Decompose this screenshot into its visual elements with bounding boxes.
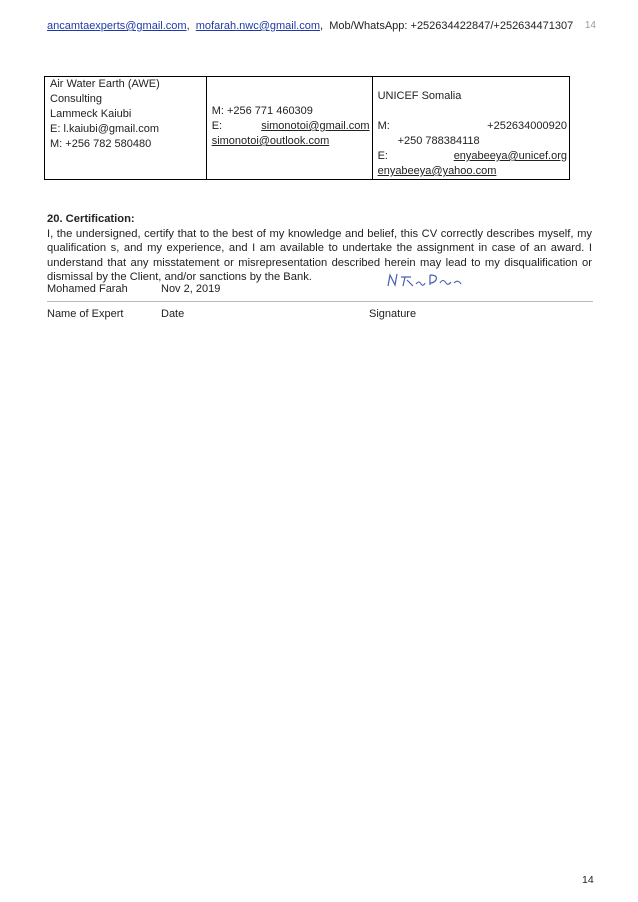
email-link-simon-gmail[interactable]: simonotoi@gmail.com — [261, 120, 370, 132]
email-link-mofarah[interactable]: mofarah.nwc@gmail.com — [195, 20, 321, 32]
label-date: Date — [161, 308, 185, 320]
reference-mobile: +252634000920 — [487, 120, 567, 132]
reference-cell-awe — [45, 77, 207, 180]
certification-text: I, the undersigned, certify that to the best of my knowledge and belief, this CV correctly describes myself, my qualification s, and my experience, and I am available to undertake the assignment in case of an award. I understand that any misstatement or misrepresentation described herein may lead to my disqualification or dismissal by the Client, and/or sanctions by the Bank. — [47, 227, 592, 283]
reference-email-line — [212, 119, 372, 134]
email-link-yahoo[interactable]: enyabeeya@yahoo.com — [377, 165, 497, 177]
reference-org: UNICEF Somalia — [377, 90, 462, 102]
signature-image — [385, 271, 481, 293]
email-link-ancamta[interactable]: ancamtaexperts@gmail.com — [47, 20, 187, 32]
page-number-bottom: 14 — [582, 874, 594, 886]
email-label: E: — [211, 120, 223, 132]
mobile-label: M: — [377, 120, 390, 132]
reference-mobile: M: +256 771 460309 — [211, 105, 313, 117]
reference-email: E: l.kaiubi@gmail.com — [50, 123, 159, 135]
signoff-row — [47, 283, 592, 301]
reference-cell-simon — [206, 77, 372, 180]
header-separator: , — [186, 20, 190, 32]
email-link-unicef[interactable]: enyabeeya@unicef.org — [453, 150, 567, 162]
header-separator: , — [320, 20, 324, 32]
signature-divider — [47, 301, 593, 302]
reference-person: Lammeck Kaiubi — [50, 108, 132, 120]
reference-cell-unicef — [372, 77, 569, 180]
reference-mobile-line — [378, 119, 569, 134]
reference-mobile-2: +250 788384118 — [397, 135, 480, 147]
page-header — [47, 20, 596, 32]
sign-date: Nov 2, 2019 — [161, 283, 221, 295]
label-signature: Signature — [369, 308, 417, 320]
email-label: E: — [377, 150, 388, 162]
label-name-of-expert: Name of Expert — [47, 308, 124, 320]
expert-name: Mohamed Farah — [47, 283, 128, 295]
certification-section — [47, 212, 592, 285]
reference-mobile: M: +256 782 580480 — [50, 138, 152, 150]
section-heading: 20. Certification: — [47, 213, 135, 225]
references-table — [44, 76, 570, 180]
page-number-top: 14 — [584, 20, 596, 31]
header-phone: Mob/WhatsApp: +252634422847/+252634471307 — [329, 20, 574, 32]
reference-org: Air Water Earth (AWE) Consulting — [50, 78, 160, 105]
email-link-simon-outlook[interactable]: simonotoi@outlook.com — [211, 135, 330, 147]
reference-email-line — [378, 149, 569, 164]
